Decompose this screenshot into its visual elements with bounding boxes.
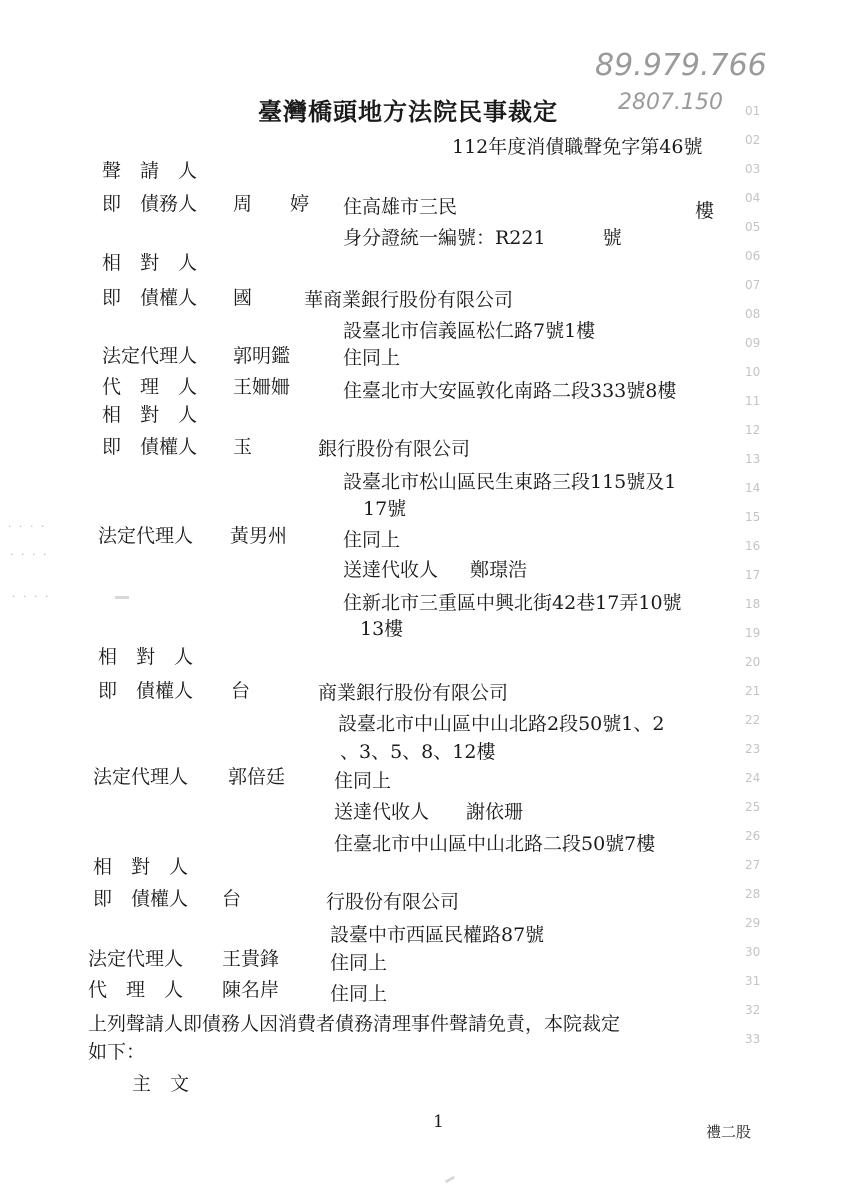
line-number: 07 xyxy=(745,278,761,292)
creditor-3-service-agent: 謝依珊 xyxy=(466,801,524,823)
legal-rep-role: 法定代理人 xyxy=(93,766,189,788)
body-line-1: 上列聲請人即債務人因消費者債務清理事件聲請免責，本院裁定 xyxy=(88,1013,621,1035)
creditor-2-service-agent: 鄭璟浩 xyxy=(470,559,528,581)
creditor-1-rep: 郭明鑑 xyxy=(233,345,291,367)
respondent-role: 相 對 人 xyxy=(102,404,198,426)
creditor-4-rep: 王貴鋒 xyxy=(222,948,280,970)
scan-artifact xyxy=(445,1176,455,1184)
scan-artifact xyxy=(115,596,129,599)
line-number: 26 xyxy=(745,829,761,843)
line-number: 19 xyxy=(745,626,761,640)
creditor-3-rep: 郭倍廷 xyxy=(228,766,286,788)
line-number: 02 xyxy=(745,133,761,147)
margin-mark: · · · · xyxy=(12,590,51,603)
creditor-2-service-address-1: 住新北市三重區中興北街42巷17弄10號 xyxy=(343,592,682,614)
line-number: 01 xyxy=(745,104,761,118)
line-number: 09 xyxy=(745,336,761,350)
line-number: 31 xyxy=(745,974,761,988)
case-number: 112年度消債職聲免字第46號 xyxy=(452,136,703,158)
division-label: 禮二股 xyxy=(706,1123,752,1141)
creditor-1-agent: 王姍姍 xyxy=(233,376,291,398)
line-number: 18 xyxy=(745,597,761,611)
agent-role: 代 理 人 xyxy=(102,376,198,398)
line-number: 03 xyxy=(745,162,761,176)
line-number: 16 xyxy=(745,539,761,553)
line-number: 05 xyxy=(745,220,761,234)
line-number: 23 xyxy=(745,742,761,756)
same-address: 住同上 xyxy=(330,952,388,974)
creditor-2-address-1: 設臺北市松山區民生東路三段115號及1 xyxy=(343,471,677,493)
same-address: 住同上 xyxy=(330,983,388,1005)
debtor-role: 即 債務人 xyxy=(102,193,198,215)
line-number: 10 xyxy=(745,365,761,379)
line-number: 20 xyxy=(745,655,761,669)
page-number: 1 xyxy=(433,1112,444,1132)
line-number: 06 xyxy=(745,249,761,263)
creditor-3-service-address: 住臺北市中山區中山北路二段50號7樓 xyxy=(334,833,656,855)
line-number: 22 xyxy=(745,713,761,727)
creditor-3-address-2: 、3、5、8、12樓 xyxy=(340,741,496,763)
debtor-address: 住高雄市三民 xyxy=(343,196,458,218)
main-text-heading: 主 文 xyxy=(132,1073,190,1095)
same-address: 住同上 xyxy=(343,347,401,369)
creditor-2-name-start: 玉 xyxy=(233,436,253,458)
line-number: 30 xyxy=(745,945,761,959)
line-number: 13 xyxy=(745,452,761,466)
body-line-2: 如下： xyxy=(88,1041,146,1063)
line-number: 27 xyxy=(745,858,761,872)
handwritten-note-1: 89.979.766 xyxy=(595,48,767,83)
creditor-1-address: 設臺北市信義區松仁路7號1樓 xyxy=(343,320,596,342)
line-number: 11 xyxy=(745,394,761,408)
line-number: 17 xyxy=(745,568,761,582)
legal-rep-role: 法定代理人 xyxy=(88,948,184,970)
line-number: 33 xyxy=(745,1032,761,1046)
margin-mark: · · · · xyxy=(8,520,47,533)
line-number: 25 xyxy=(745,800,761,814)
line-number: 21 xyxy=(745,684,761,698)
handwritten-note-2: 2807.150 xyxy=(618,90,723,115)
creditor-2-rep: 黃男州 xyxy=(230,525,288,547)
document-title: 臺灣橋頭地方法院民事裁定 xyxy=(258,97,558,126)
creditor-role: 即 債權人 xyxy=(102,436,198,458)
margin-mark: · · · · xyxy=(10,548,49,561)
line-number: 12 xyxy=(745,423,761,437)
creditor-1-name: 華商業銀行股份有限公司 xyxy=(304,289,514,311)
debtor-id: 身分證統一編號：R221 號 xyxy=(343,227,622,249)
debtor-name: 周 婷 xyxy=(233,193,310,215)
creditor-2-name: 銀行股份有限公司 xyxy=(318,438,471,460)
creditor-role: 即 債權人 xyxy=(102,287,198,309)
line-number: 32 xyxy=(745,1003,761,1017)
line-number: 15 xyxy=(745,510,761,524)
line-number: 28 xyxy=(745,887,761,901)
creditor-3-address-1: 設臺北市中山區中山北路2段50號1、2 xyxy=(338,713,665,735)
respondent-role: 相 對 人 xyxy=(98,646,194,668)
service-agent-label: 送達代收人 xyxy=(343,559,439,581)
same-address: 住同上 xyxy=(334,770,392,792)
creditor-4-name: 行股份有限公司 xyxy=(326,891,460,913)
creditor-2-address-2: 17號 xyxy=(363,498,407,520)
line-number: 29 xyxy=(745,916,761,930)
creditor-1-name-start: 國 xyxy=(233,287,253,309)
line-number: 14 xyxy=(745,481,761,495)
creditor-4-name-start: 台 xyxy=(222,888,242,910)
creditor-4-agent: 陳名岸 xyxy=(222,979,280,1001)
creditor-3-name: 商業銀行股份有限公司 xyxy=(318,682,509,704)
same-address: 住同上 xyxy=(343,529,401,551)
creditor-1-agent-address: 住臺北市大安區敦化南路二段333號8樓 xyxy=(343,380,677,402)
legal-rep-role: 法定代理人 xyxy=(102,345,198,367)
line-number: 24 xyxy=(745,771,761,785)
applicant-role: 聲 請 人 xyxy=(102,160,198,182)
service-agent-label: 送達代收人 xyxy=(334,801,430,823)
creditor-role: 即 債權人 xyxy=(98,680,194,702)
creditor-2-service-address-2: 13樓 xyxy=(360,618,404,640)
legal-rep-role: 法定代理人 xyxy=(98,525,194,547)
line-number: 04 xyxy=(745,191,761,205)
agent-role: 代 理 人 xyxy=(88,979,184,1001)
creditor-4-address: 設臺中市西區民權路87號 xyxy=(330,924,545,946)
respondent-role: 相 對 人 xyxy=(93,856,189,878)
creditor-3-name-start: 台 xyxy=(231,680,251,702)
debtor-address-tail: 樓 xyxy=(695,200,715,222)
creditor-role: 即 債權人 xyxy=(93,888,189,910)
line-number: 08 xyxy=(745,307,761,321)
respondent-role: 相 對 人 xyxy=(102,252,198,274)
